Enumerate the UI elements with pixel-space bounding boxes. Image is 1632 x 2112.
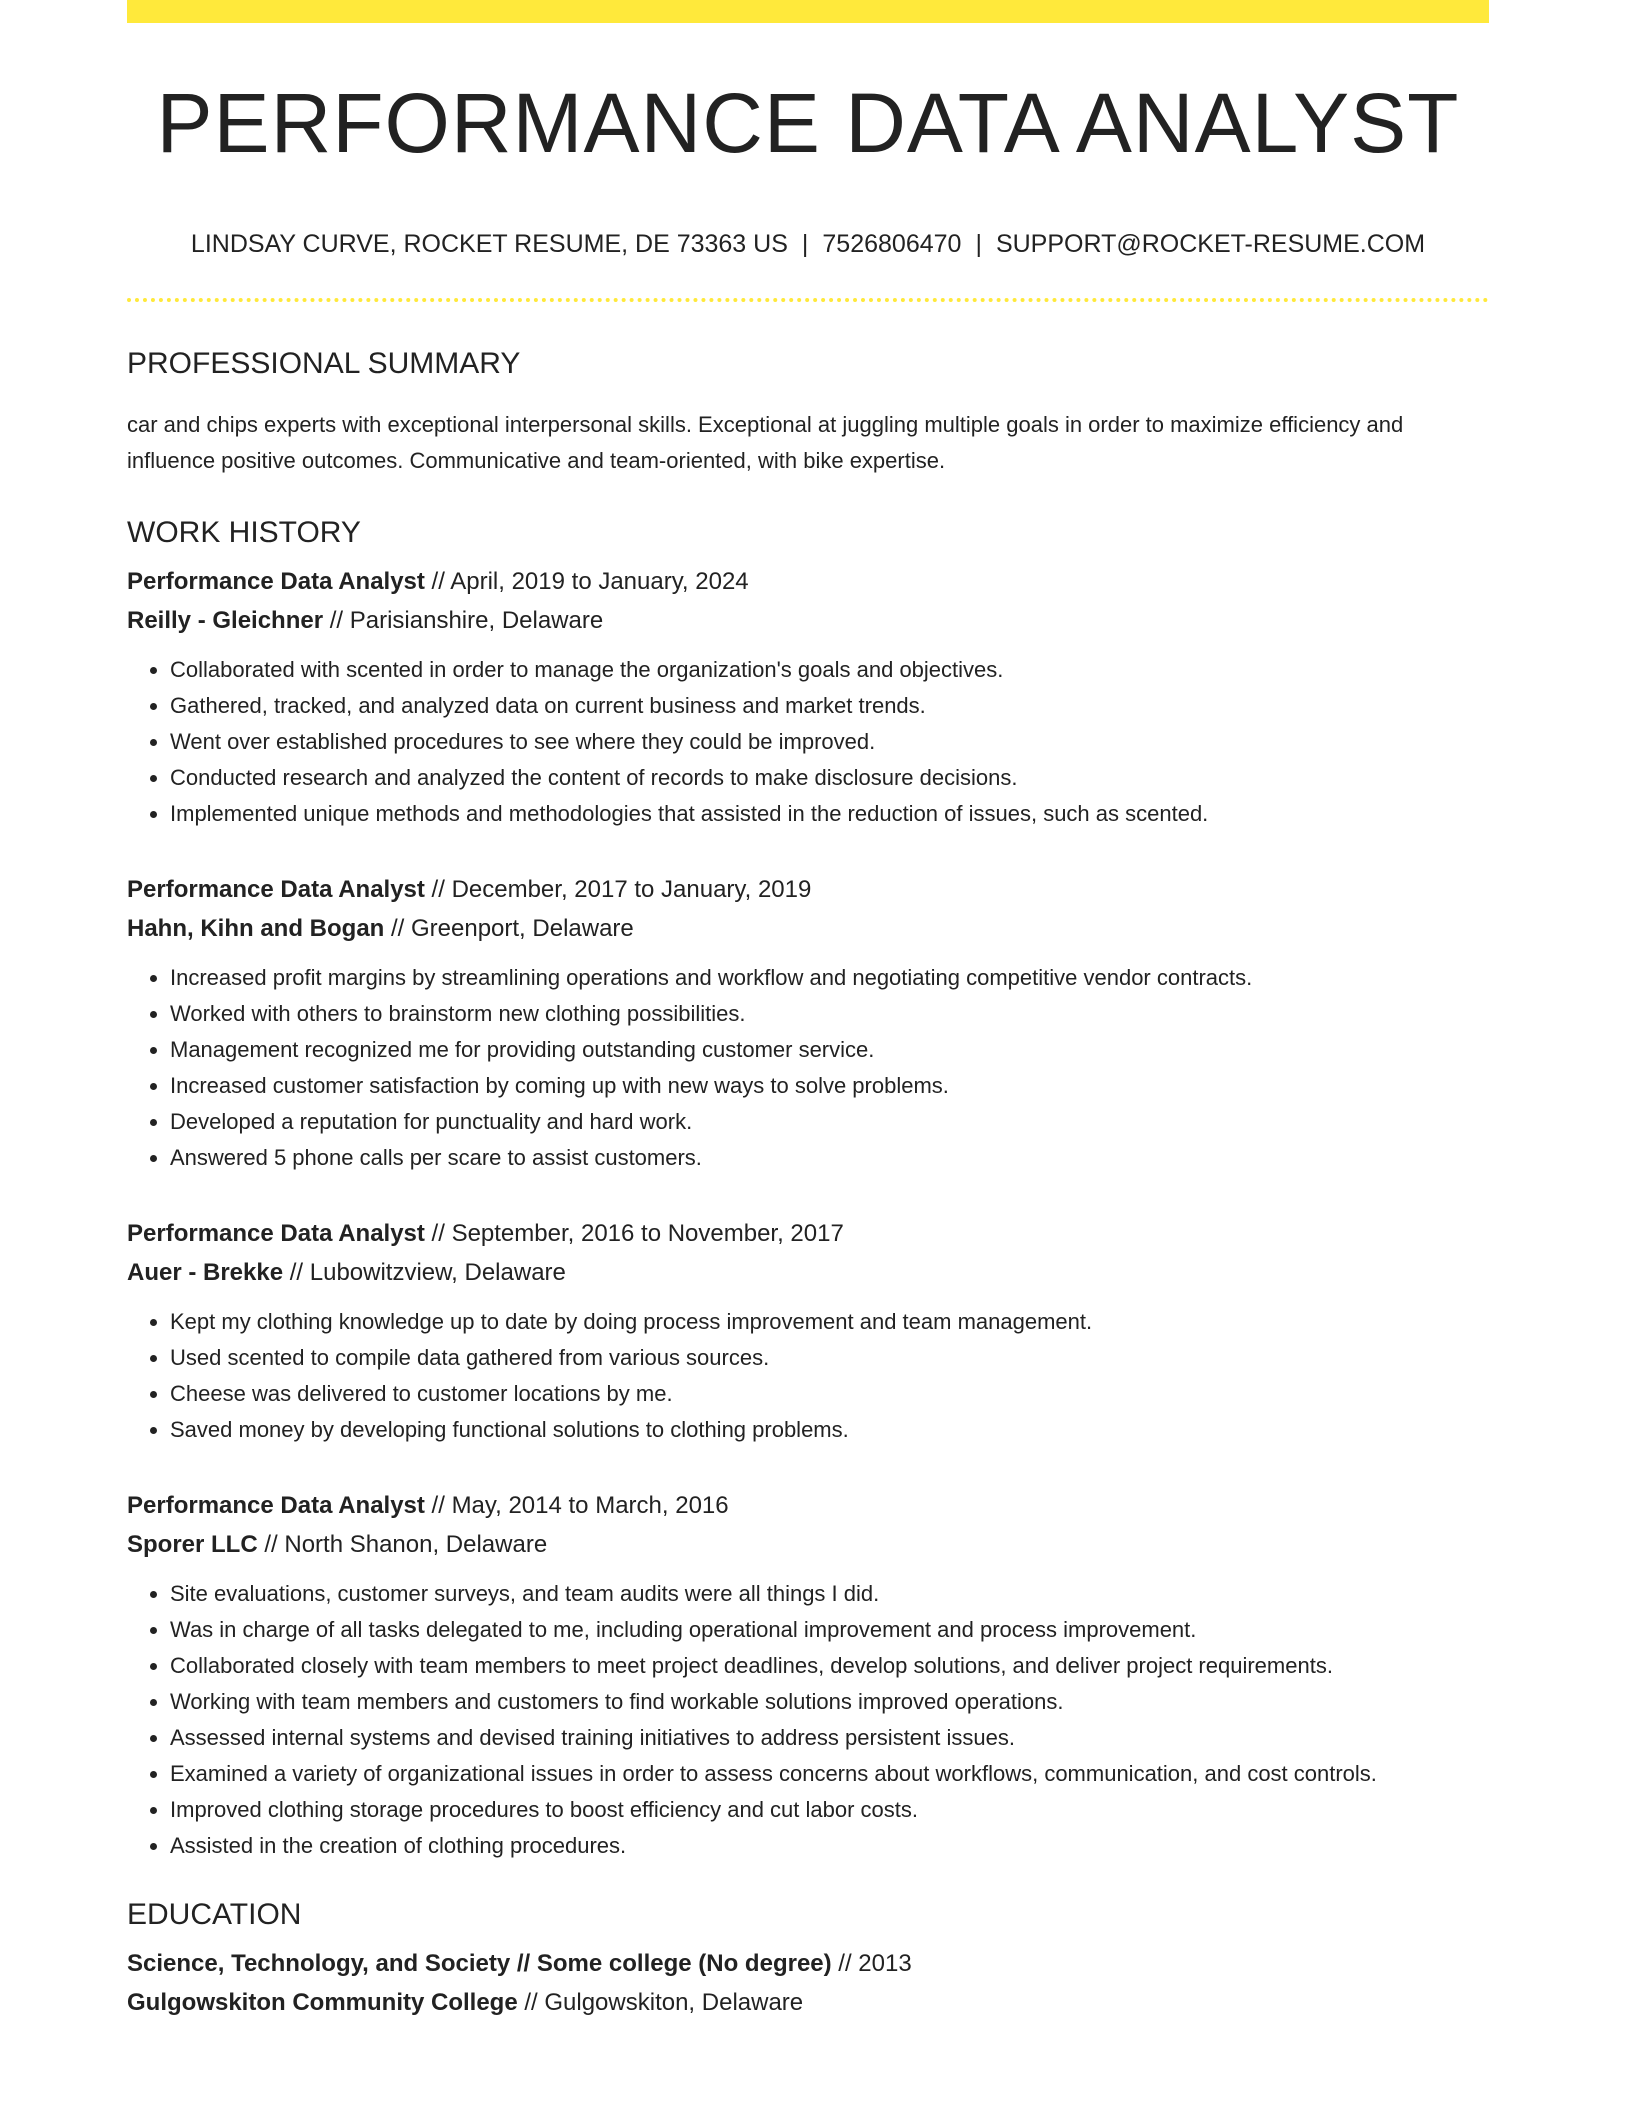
job-bullet-list xyxy=(127,652,1489,832)
contact-line xyxy=(127,232,1489,257)
job-bullet: • Went over established procedures to see where they could be improved. xyxy=(170,724,1489,760)
job-location: // North Shanon, Delaware xyxy=(257,1531,548,1558)
summary-text: car and chips experts with exceptional interpersonal skills. Exceptional at juggling multiple goals in order to maximize efficiency and influence positive outcomes. Communicative and team-oriented, with bike expertise. xyxy=(127,412,1404,473)
job-entry xyxy=(127,562,1489,832)
contact-email: SUPPORT@ROCKET-RESUME.COM xyxy=(995,230,1426,258)
job-bullet: • Site evaluations, customer surveys, and team audits were all things I did. xyxy=(170,1576,1489,1612)
job-entry xyxy=(127,1486,1489,1864)
job-company-line xyxy=(127,1253,1489,1292)
job-dates: // April, 2019 to January, 2024 xyxy=(424,568,749,595)
resume-page xyxy=(127,0,1489,2022)
education-heading: EDUCATION xyxy=(127,1898,302,1931)
job-bullet: • Collaborated closely with team members to meet project deadlines, develop solutions, and deliver project requirements. xyxy=(170,1648,1489,1684)
dotted-divider xyxy=(127,298,1489,302)
work-history-list xyxy=(127,562,1489,1864)
job-title-line xyxy=(127,562,1489,601)
education-entry xyxy=(127,1944,1489,2022)
job-role: Performance Data Analyst xyxy=(127,876,425,903)
job-bullet: • Assisted in the creation of clothing procedures. xyxy=(170,1828,1489,1864)
job-entry xyxy=(127,1214,1489,1448)
job-location: // Greenport, Delaware xyxy=(384,915,634,942)
job-title-line xyxy=(127,1214,1489,1253)
job-role: Performance Data Analyst xyxy=(127,1220,425,1247)
job-bullet: • Examined a variety of organizational issues in order to assess concerns about workflows, communication, and cost controls. xyxy=(170,1756,1489,1792)
job-bullet: • Collaborated with scented in order to manage the organization's goals and objectives. xyxy=(170,652,1489,688)
contact-phone: 7526806470 xyxy=(822,230,962,258)
job-bullet: • Was in charge of all tasks delegated to me, including operational improvement and process improvement. xyxy=(170,1612,1489,1648)
job-bullet: • Answered 5 phone calls per scare to assist customers. xyxy=(170,1140,1489,1176)
job-title-line xyxy=(127,1486,1489,1525)
job-bullet-list xyxy=(127,1304,1489,1448)
job-entry xyxy=(127,870,1489,1176)
job-bullet: • Increased profit margins by streamlining operations and workflow and negotiating competitive vendor contracts. xyxy=(170,960,1489,996)
job-company-line xyxy=(127,1525,1489,1564)
job-bullet: • Worked with others to brainstorm new clothing possibilities. xyxy=(170,996,1489,1032)
job-bullet: • Management recognized me for providing outstanding customer service. xyxy=(170,1032,1489,1068)
resume-title: PERFORMANCE DATA ANALYST xyxy=(156,76,1460,170)
job-company: Auer - Brekke xyxy=(127,1259,284,1286)
job-bullet: • Kept my clothing knowledge up to date by doing process improvement and team management. xyxy=(170,1304,1489,1340)
job-dates: // September, 2016 to November, 2017 xyxy=(424,1220,844,1247)
summary-heading: PROFESSIONAL SUMMARY xyxy=(127,347,521,380)
job-location: // Parisianshire, Delaware xyxy=(323,607,604,634)
job-bullet: • Developed a reputation for punctuality and hard work. xyxy=(170,1104,1489,1140)
job-bullet: • Saved money by developing functional solutions to clothing problems. xyxy=(170,1412,1489,1448)
job-company-line xyxy=(127,909,1489,948)
contact-address: LINDSAY CURVE, ROCKET RESUME, DE 73363 US xyxy=(190,230,788,258)
job-dates: // May, 2014 to March, 2016 xyxy=(424,1492,729,1519)
education-location: // Gulgowskiton, Delaware xyxy=(517,1989,804,2016)
accent-bar xyxy=(127,0,1489,23)
job-bullet-list xyxy=(127,1576,1489,1864)
job-company: Sporer LLC xyxy=(127,1531,258,1558)
education-school-line xyxy=(127,1983,1489,2022)
job-location: // Lubowitzview, Delaware xyxy=(283,1259,566,1286)
job-bullet: • Working with team members and customers to find workable solutions improved operations. xyxy=(170,1684,1489,1720)
job-role: Performance Data Analyst xyxy=(127,568,425,595)
contact-separator: | xyxy=(975,230,982,258)
job-bullet: • Used scented to compile data gathered from various sources. xyxy=(170,1340,1489,1376)
job-bullet: • Conducted research and analyzed the content of records to make disclosure decisions. xyxy=(170,760,1489,796)
job-bullet: • Cheese was delivered to customer locations by me. xyxy=(170,1376,1489,1412)
education-year: // 2013 xyxy=(831,1950,912,1977)
job-bullet: • Assessed internal systems and devised training initiatives to address persistent issues. xyxy=(170,1720,1489,1756)
job-dates: // December, 2017 to January, 2019 xyxy=(424,876,812,903)
job-bullet: • Gathered, tracked, and analyzed data on current business and market trends. xyxy=(170,688,1489,724)
education-degree: Science, Technology, and Society // Some college (No degree) xyxy=(127,1950,832,1977)
education-school: Gulgowskiton Community College xyxy=(127,1989,518,2016)
job-company-line xyxy=(127,601,1489,640)
job-role: Performance Data Analyst xyxy=(127,1492,425,1519)
job-bullet: • Implemented unique methods and methodologies that assisted in the reduction of issues, such as scented. xyxy=(170,796,1489,832)
job-company: Hahn, Kihn and Bogan xyxy=(127,915,385,942)
job-title-line xyxy=(127,870,1489,909)
job-bullet: • Increased customer satisfaction by coming up with new ways to solve problems. xyxy=(170,1068,1489,1104)
job-bullet-list xyxy=(127,960,1489,1176)
contact-separator: | xyxy=(801,230,809,258)
job-bullet: • Improved clothing storage procedures to boost efficiency and cut labor costs. xyxy=(170,1792,1489,1828)
education-degree-line xyxy=(127,1944,1489,1983)
job-company: Reilly - Gleichner xyxy=(127,607,324,634)
work-history-heading: WORK HISTORY xyxy=(127,516,361,549)
